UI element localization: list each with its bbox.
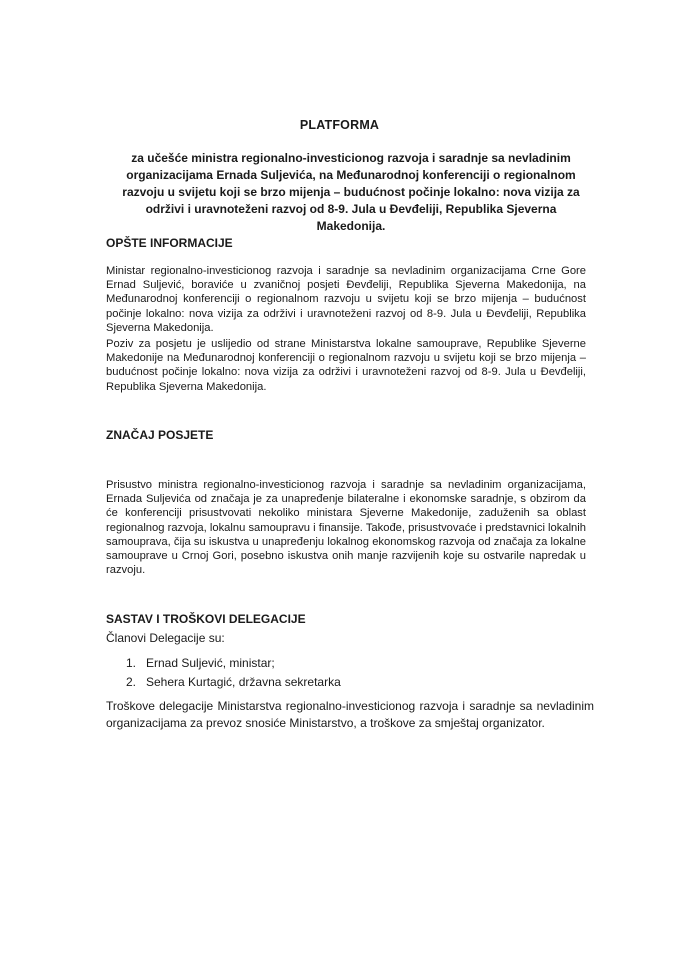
- list-item-text: Ernad Suljević, ministar;: [146, 656, 275, 670]
- delegation-members-list: [126, 656, 341, 694]
- list-item: [126, 656, 341, 675]
- section-heading-general-info: OPŠTE INFORMACIJE: [106, 236, 233, 250]
- document-title: PLATFORMA: [299, 118, 380, 132]
- list-item-text: Sehera Kurtagić, državna sekretarka: [146, 675, 341, 689]
- general-info-paragraph-1: Ministar regionalno-investicionog razvoja i saradnje sa nevladinim organizacijama Crne Gore Ernad Suljević, boraviće u zvaničnoj posjeti Đevđeliji, Republika Sjeverna Makedonija, na Međunarodnoj konferenciji o regionalnom razvoju u svijetu koji se brzo mijenja – budućnost počinje lokalno: nova vizija za održivi i uravnoteženi razvoj od 8-9. Jula u Đevđeliji, Republika Sjeverna Makedonija.: [106, 265, 586, 334]
- general-info-paragraph-2: Poziv za posjetu je uslijedio od strane Ministarstva lokalne samouprave, Republike Sjeverne Makedonije na Međunarodnoj konferenciji o regionalnom razvoju u svijetu koji se brzo mijenja – budućnost počinje lokalno: nova vizija za održivi i uravnoteženi razvoj od 8-9. Jula u Đevđeliji, Republika Sjeverna Makedonija.: [106, 338, 586, 393]
- list-item: [126, 675, 341, 694]
- visit-significance-paragraph: Prisustvo ministra regionalno-investicionog razvoja i saradnje sa nevladinim organizacijama, Ernada Suljevića od značaja je za unapređenje bilateralne i ekonomske saradnje, s obzirom da će konferenciji prisustvovati nekoliko ministara Sjeverne Makedonije, zaduženih sa oblast regionalnog razvoja, lokalnu samoupravu i finansije. Takođe, prisustvovaće i predstavnici lokalnih samouprava, čija su iskustva u unapređenju lokalnog ekonomskog razvoja od značaja za lokalne samouprave u Crnoj Gori, posebno iskustva onih manje razvijenih koje su ostvarile napredak u razvoju.: [106, 479, 586, 577]
- delegation-costs-paragraph: Troškove delegacije Ministarstva regionalno-investicionog razvoja i saradnje sa nevladinim organizacijama za prevoz snosiće Ministarstvo, a troškove za smještaj organizator.: [106, 699, 594, 730]
- section-heading-visit-significance: ZNAČAJ POSJETE: [106, 428, 214, 442]
- section-heading-delegation: SASTAV I TROŠKOVI DELEGACIJE: [106, 612, 306, 626]
- document-subtitle: za učešće ministra regionalno-investicionog razvoja i saradnje sa nevladinim organizacijama Ernada Suljevića, na Međunarodnoj konferenciji o regionalnom razvoju u svijetu koji se brzo mijenja – budućnost počinje lokalno: nova vizija za održivi i uravnoteženi razvoj od 8-9. Jula u Đevđeliji, Republika Sjeverna Makedonija.: [122, 151, 580, 233]
- list-item-number: 1.: [126, 656, 137, 670]
- delegation-intro: Članovi Delegacije su:: [106, 631, 225, 645]
- list-item-number: 2.: [126, 675, 137, 689]
